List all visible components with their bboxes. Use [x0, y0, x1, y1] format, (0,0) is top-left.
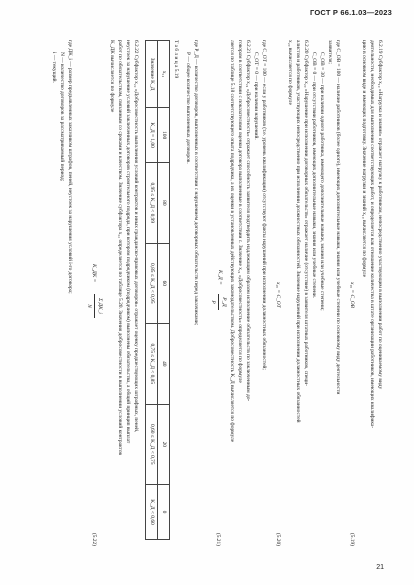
table-cell: 0,75 ≤ K_Д < 0,85 [146, 324, 158, 404]
text-line: где Р_Д — количество договоров, выполненных в соответствии с нарушением договорных обязательств перед заказчиками; [193, 40, 199, 326]
text-line: 6.2.19 Субфактор x₁₉ «Нагрузка и знания» отражает нагрузку к работникам, непосредственно участвующим в выполнении работ по оцениваемому виду [377, 40, 383, 390]
table-cell: 40 [158, 324, 170, 404]
table-cell: 20 [158, 404, 170, 484]
text-line: C_ОВ = 30 — при наличии одного работника, имеющего дополнительные навыки, знания или учебные степени; [319, 52, 325, 311]
text-line: N — количество договоров за рассматриваемый период; [59, 52, 65, 182]
text-line: K_ДК вычисляется по формуле [109, 40, 115, 113]
text-line: неустоек за нарушение условий заключенных договоров строительного подряда, при котором подрядчиком (подрядчиком) выполнены обязательства, а общий принцип выплат [125, 40, 131, 444]
formula-5-20: x₂₀ = C_ОТ [275, 282, 281, 308]
fraction-bar [218, 294, 219, 310]
rotated-body [38, 32, 388, 552]
formula-5-21-fraction [209, 294, 228, 310]
table-cell: 0,85 ≤ K_Д < 0,95 [146, 243, 158, 323]
formula-5-22-lhs: K_ДК = [91, 264, 97, 283]
formula-5-19: x₁₉ = C_ОВ [349, 282, 355, 308]
text-line: алистов и работников, участвующих непосредственно при исполнении должностных обязанностей. Значение нарушений при исполнении должностных обязанностей [295, 40, 301, 423]
text-line: ляется по таблице 5.18 соответствующего опыта подрядчика, а их оценки в установленных действующих законодательством. Добросовестность K_Д вычисляется по формуле [229, 40, 235, 443]
table-title: Т а б л и ц а 5.19 [173, 40, 179, 79]
text-line: цию в основном виде и имеющих подготовку. Значение нагрузки и знаний x₁₉ вычисляется по формуле [361, 40, 367, 277]
text-line: где C_ОВ = 100 — наличие работников (более одного), имеющих дополнительные навыки, знания или учебные степени по основному виду деятельности [335, 40, 341, 395]
text-line: 6.2.22 Субфактор x₂₂ «Добросовестность выполнения условий контрактов и иных гражданско-правовых договоров» отражает оценку предшествующих штрафных, пеней, [133, 40, 139, 433]
equation-number: (5.20) [275, 532, 281, 546]
formula-5-21-lhs: K_Д = [217, 270, 223, 285]
numerator: Σ ДК_i [97, 298, 103, 314]
table-row [146, 41, 158, 540]
text-line: Р — общее количество выполненных договоров. [185, 52, 191, 164]
text-line: C_ОТ = 0 — при наличии нарушений. [253, 52, 259, 140]
table-cell: 60 [158, 243, 170, 323]
denominator: Р [209, 300, 216, 304]
table-header-row [158, 41, 170, 540]
text-line: работ по обязательствам, связанным со сроками и качеством. Значение субфактора x₂₂ определяется по таблице 5.20. Значения добросовестности в выполнении условий контрактов [117, 40, 123, 456]
text-line: x₂₀ вычисляется по формуле [287, 40, 293, 105]
table-cell: x₂₁ [158, 41, 170, 108]
page-number: 21 [376, 564, 384, 571]
text-line: 6.2.21 Субфактор x₂₁ «Добросовестность» отражает способность заявителя подтвердить надлежащим образом исполнение обязательств по заключенным до- [245, 40, 251, 402]
text-line: C_ОВ = 0 — при отсутствии работников, имеющих дополнительные навыки, знания или учебные степени. [311, 52, 317, 298]
text-line: деятельности, необходимых для выполнения соответствующих работ, и определяется как отношение количества в штате организации работников, имеющих квалифика- [369, 40, 375, 429]
table-cell: 0,60 ≤ K_Д < 0,75 [146, 404, 158, 484]
equation-number: (5.19) [349, 532, 355, 546]
text-line: 6.2.20 Субфактор x₂₀ «Нарушение при исполнении договорных обязательств» отражает наличие (отсутствие) в заявителя штатных работников, специ- [303, 40, 309, 386]
equation-number: (5.21) [215, 532, 221, 546]
denominator: N [85, 304, 92, 308]
numerator: Р_Д [221, 297, 227, 307]
standard-header: ГОСТ Р 66.1.03—2023 [310, 8, 392, 17]
text-line: где ДК_i — размер предъявленных заказчиком штрафов, пеней, неустоек за нарушения условий i-го договора; [67, 40, 73, 294]
text-line: говорам в соответствии с показателями оценки договора выполненные в соответствии с. Значение x₂₁ «Добросовестность» определяется по формуле [237, 40, 243, 383]
text-line: i — текущий. [51, 52, 57, 83]
table-5-19 [145, 40, 170, 540]
fraction-bar [94, 294, 95, 318]
text-line: заявителя; [327, 40, 333, 64]
text-line: где C_ОТ = 100 — если у работников (т.е. уровень квалификации) отсутствуют факты нарушений при исполнении должностных обязанностей; [261, 40, 267, 370]
equation-number: (5.22) [91, 532, 97, 546]
table-cell: 100 [158, 108, 170, 163]
table-cell: 80 [158, 163, 170, 243]
table-cell: Значение K_Д [146, 41, 158, 108]
table-cell: 0 [158, 485, 170, 540]
table-cell: K_Д < 0,60 [146, 485, 158, 540]
table-cell: K_Д = 1,00 [146, 108, 158, 163]
table-cell: 0,95 ≤ K_Д < 0,99 [146, 163, 158, 243]
formula-5-22-fraction [85, 294, 104, 318]
